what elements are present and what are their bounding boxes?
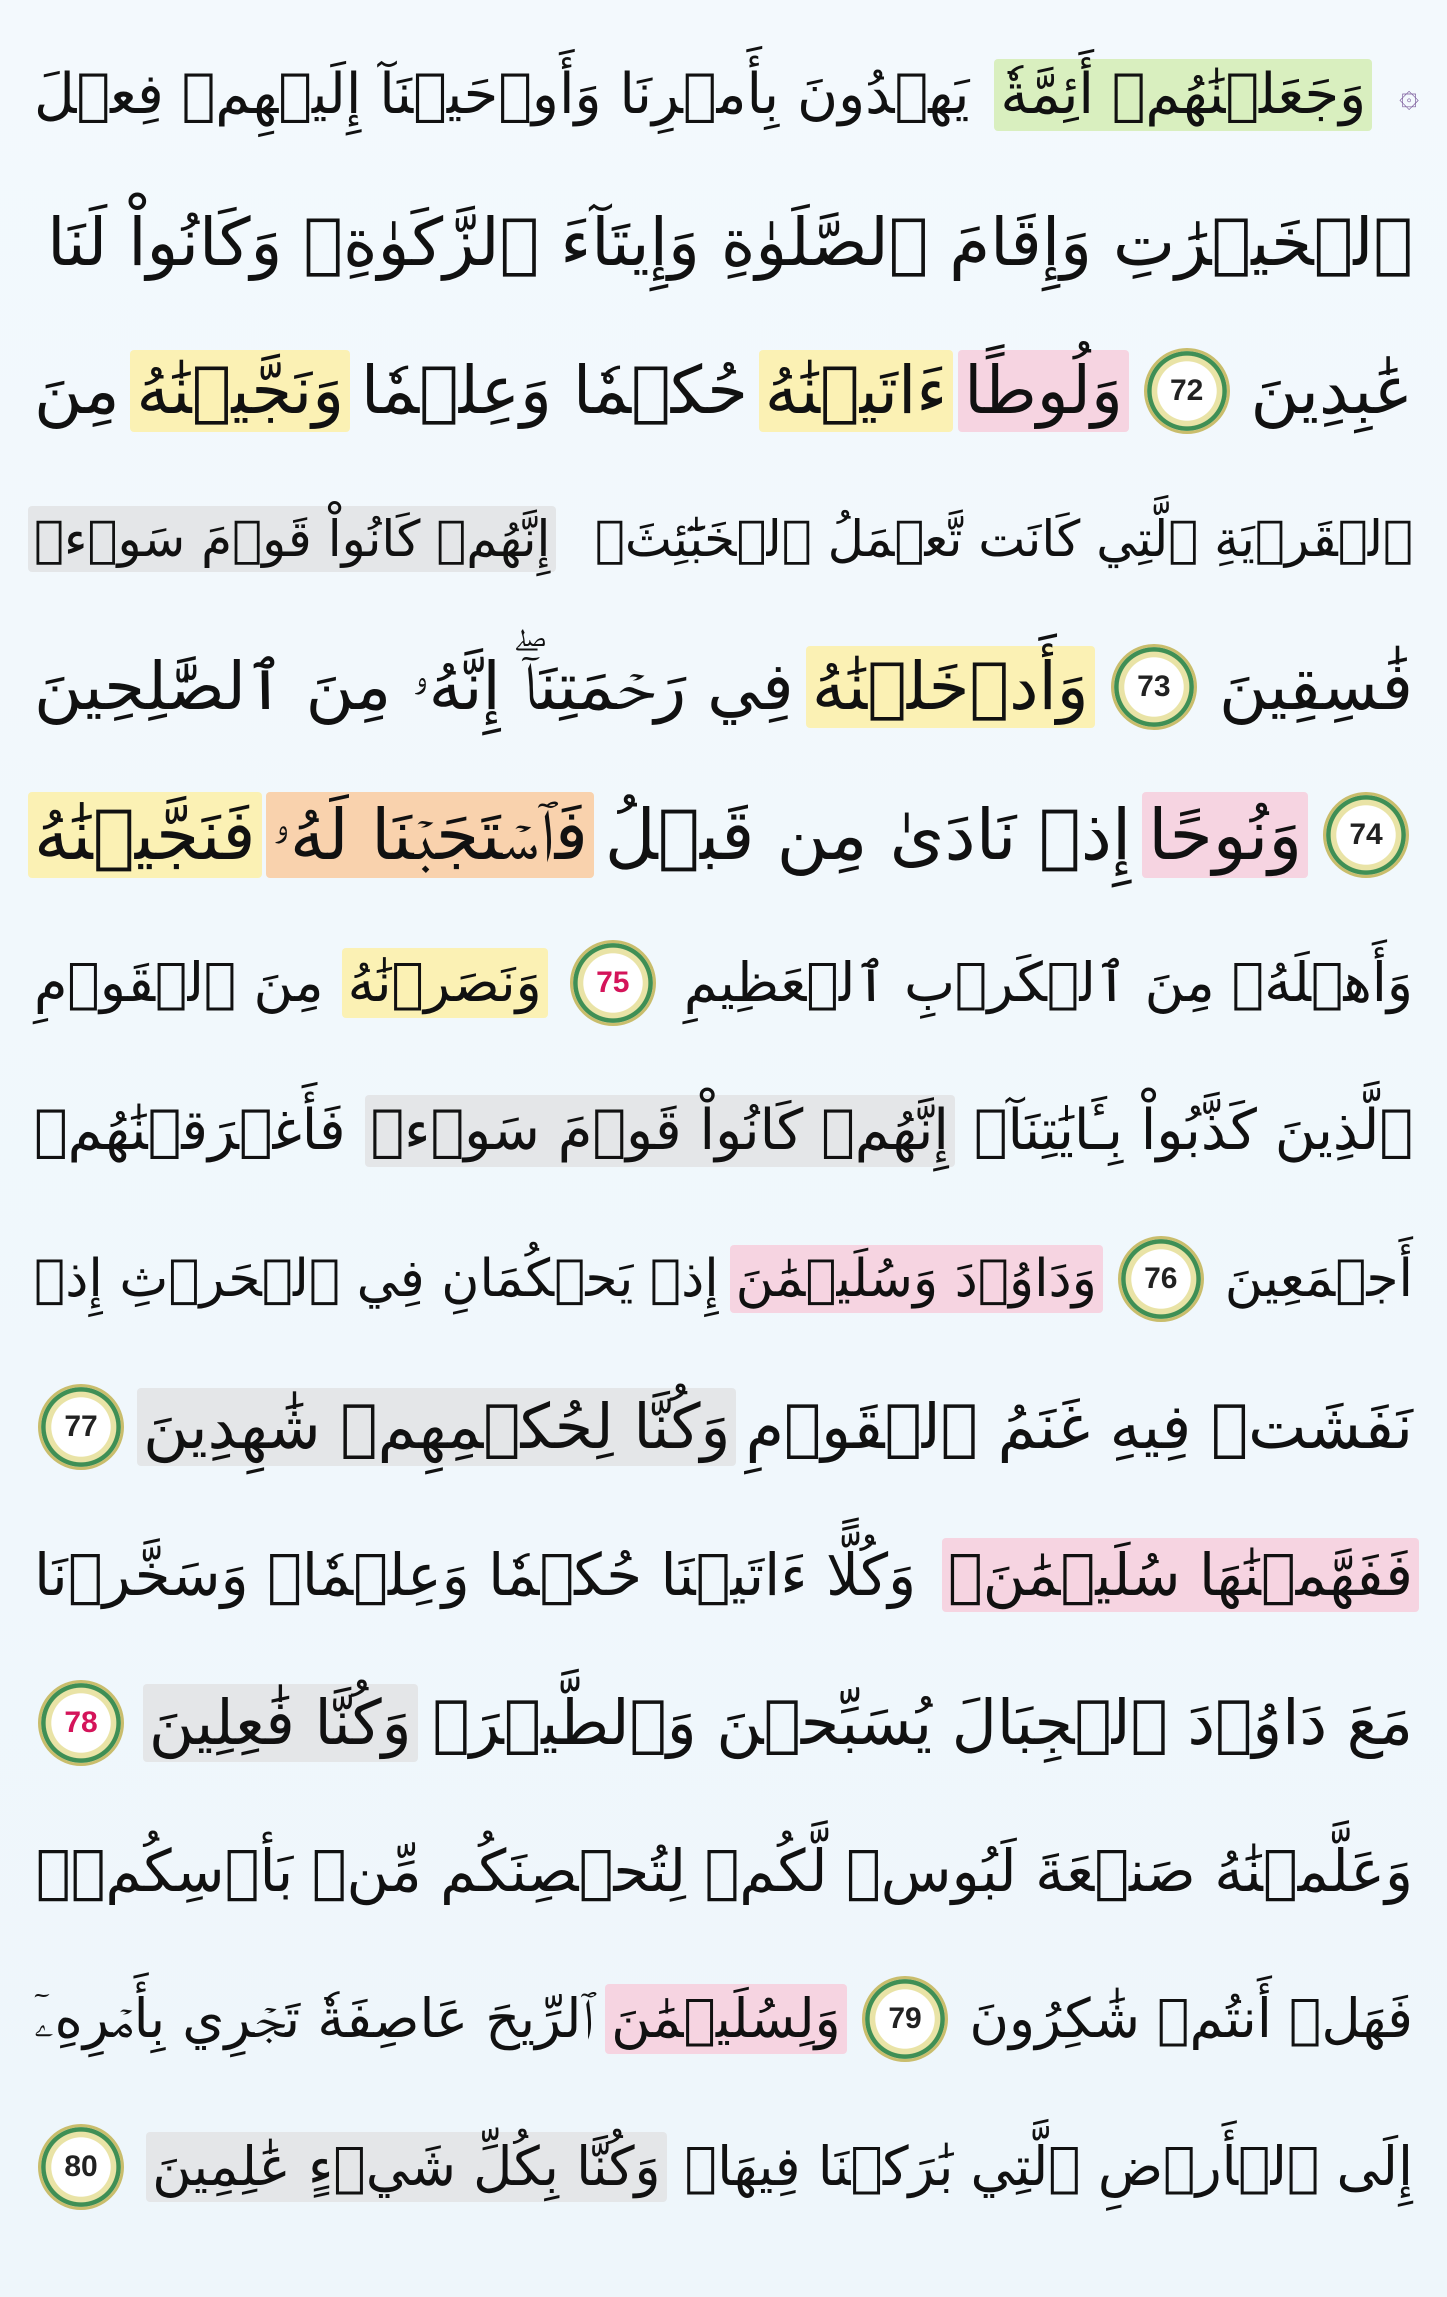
highlighted-word: فَنَجَّيۡنَٰهُ [28, 792, 262, 878]
ayah-number-marker: 79 [862, 1976, 948, 2062]
highlighted-word: وَدَاوُۥدَ وَسُلَيۡمَٰنَ [730, 1245, 1103, 1313]
verse-line [28, 168, 1419, 318]
ayah-number-marker: 75 [570, 940, 656, 1026]
rub-el-hizb-icon: ۞ [1399, 75, 1419, 115]
verse-text: وَأَهۡلَهُۥ مِنَ ٱلۡكَرۡبِ ٱلۡعَظِيمِ [683, 951, 1413, 1014]
ayah-number-marker: 73 [1111, 644, 1197, 730]
verse-line [28, 612, 1419, 762]
verse-text: مِنَ ٱلۡقَوۡمِ [34, 951, 324, 1014]
verse-line [28, 2092, 1419, 2242]
highlighted-word: وَكُنَّا لِحُكۡمِهِمۡ شَٰهِدِينَ [137, 1388, 736, 1466]
verse-line [28, 1204, 1419, 1354]
verse-line [28, 1352, 1419, 1502]
verse-text: حُكۡمٗا وَعِلۡمٗا [360, 352, 748, 429]
verse-text: فَهَلۡ أَنتُمۡ شَٰكِرُونَ [969, 1987, 1413, 2050]
verse-line [28, 1796, 1419, 1946]
verse-text: ٱلرِّيحَ عَاصِفَةٗ تَجۡرِي بِأَمۡرِهِۦٓ [34, 1987, 594, 2050]
verse-text: إِذۡ نَادَىٰ مِن قَبۡلُ [604, 794, 1132, 876]
verse-text: ٱلَّذِينَ كَذَّبُواْ بِـَٔايَٰتِنَآۚ [973, 1098, 1413, 1163]
ayah-number-marker: 74 [1323, 792, 1409, 878]
highlighted-word: فَفَهَّمۡنَٰهَا سُلَيۡمَٰنَۚ [942, 1538, 1419, 1612]
verse-text: فِي رَحۡمَتِنَآۖ إِنَّهُۥ مِنَ ٱلصَّٰلِحِينَ [34, 648, 794, 725]
verse-line [28, 20, 1419, 170]
verse-text: وَكُلًّا ءَاتَيۡنَا حُكۡمٗا وَعِلۡمٗاۚ وَسَخَّرۡنَا [34, 1541, 917, 1609]
highlighted-word: إِنَّهُمۡ كَانُواْ قَوۡمَ سَوۡءٖ [28, 506, 556, 572]
verse-line [28, 1056, 1419, 1206]
verse-line [28, 908, 1419, 1058]
verse-text: عَٰبِدِينَ [1250, 352, 1413, 429]
verse-line [28, 1648, 1419, 1798]
verse-line [28, 316, 1419, 466]
highlighted-word: وَنَصَرۡنَٰهُ [342, 948, 548, 1018]
verse-text: فَٰسِقِينَ [1219, 648, 1413, 725]
highlighted-word: وَنَجَّيۡنَٰهُ [130, 350, 350, 432]
verse-line [28, 1500, 1419, 1650]
verse-line [28, 464, 1419, 614]
highlighted-word: وَكُنَّا بِكُلِّ شَيۡءٍ عَٰلِمِينَ [146, 2132, 667, 2202]
verse-text: فَأَغۡرَقۡنَٰهُمۡ [34, 1098, 346, 1163]
verse-text: مَعَ دَاوُۥدَ ٱلۡجِبَالَ يُسَبِّحۡنَ وَٱلطَّيۡرَۚ [432, 1686, 1413, 1759]
verse-line [28, 760, 1419, 910]
ayah-number-marker: 78 [38, 1680, 124, 1766]
verse-text: وَعَلَّمۡنَٰهُ صَنۡعَةَ لَبُوسٖ لَّكُمۡ لِتُحۡصِنَكُم مِّنۢ بَأۡسِكُمۡۖ [35, 1837, 1413, 1905]
highlighted-word: وَجَعَلۡنَٰهُمۡ أَئِمَّةٗ [994, 59, 1372, 131]
verse-text: إِلَى ٱلۡأَرۡضِ ٱلَّتِي بَٰرَكۡنَا فِيهَاۚ [684, 2135, 1413, 2198]
verse-text: ٱلۡخَيۡرَٰتِ وَإِقَامَ ٱلصَّلَوٰةِ وَإِيتَآءَ ٱلزَّكَوٰةِۖ وَكَانُواْ لَنَا [47, 204, 1413, 281]
verse-text: ٱلۡقَرۡيَةِ ٱلَّتِي كَانَت تَّعۡمَلُ ٱلۡخَبَٰٓئِثَۚ [594, 510, 1413, 568]
highlighted-word: إِنَّهُمۡ كَانُواْ قَوۡمَ سَوۡءٖ [365, 1095, 955, 1167]
highlighted-word: وَأَدۡخَلۡنَٰهُ [806, 646, 1095, 728]
ayah-number-marker: 80 [38, 2124, 124, 2210]
highlighted-word: وَكُنَّا فَٰعِلِينَ [143, 1684, 418, 1762]
verse-text: إِذۡ يَحۡكُمَانِ فِي ٱلۡحَرۡثِ إِذۡ [34, 1249, 719, 1309]
highlighted-word: فَٱسۡتَجَبۡنَا لَهُۥ [266, 792, 594, 878]
ayah-number-marker: 77 [38, 1384, 124, 1470]
highlighted-word: ءَاتَيۡنَٰهُ [759, 350, 954, 432]
verse-text: نَفَشَتۡ فِيهِ غَنَمُ ٱلۡقَوۡمِ [745, 1390, 1413, 1463]
highlighted-word: وَنُوحًا [1142, 792, 1308, 878]
verse-text: أَجۡمَعِينَ [1224, 1249, 1413, 1309]
verse-text: مِنَ [34, 352, 120, 429]
ayah-number-marker: 72 [1144, 348, 1230, 434]
ayah-number-marker: 76 [1118, 1236, 1204, 1322]
verse-text: يَهۡدُونَ بِأَمۡرِنَا وَأَوۡحَيۡنَآ إِلَيۡهِمۡ فِعۡلَ [34, 62, 970, 127]
highlighted-word: وَلُوطًا [958, 350, 1129, 432]
highlighted-word: وَلِسُلَيۡمَٰنَ [605, 1984, 847, 2054]
verse-line [28, 1944, 1419, 2094]
